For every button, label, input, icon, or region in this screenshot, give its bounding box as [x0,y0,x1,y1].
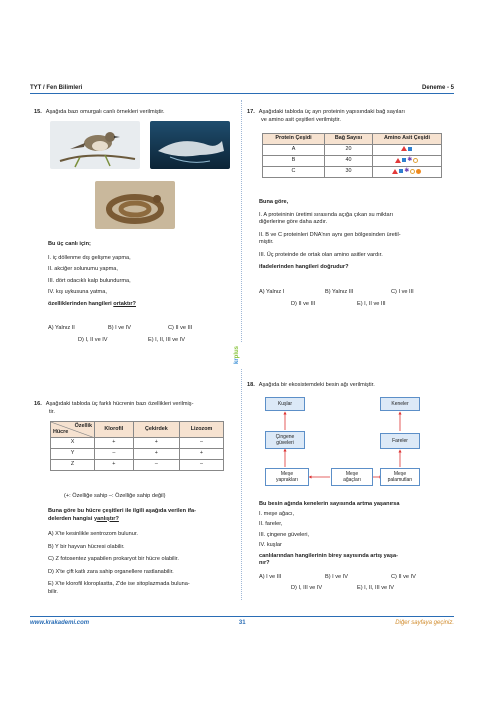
star-icon: ✱ [407,157,413,164]
list-item: II. akciğer solunumu yapma, [48,266,118,273]
list-item: III. çingene güveleri, [259,531,310,538]
option-b[interactable]: B) I ve IV [325,573,349,580]
question-prompt: ifadelerinden hangileri doğrudur? [259,264,349,271]
question-17 [247,109,452,124]
col-header: Amino Asit Çeşidi [373,134,442,145]
table-row: Y – + + [51,449,224,460]
square-icon [399,169,404,174]
square-icon [402,158,407,163]
item-list [259,511,451,550]
square-icon [408,147,413,152]
question-number: 17. [247,109,255,115]
question-stem-cont: tir. [49,408,55,415]
option-e[interactable]: E) I, II, III ve IV [148,336,185,343]
col-header: Klorofil [95,422,134,438]
list-item: I. A proteininin üretimi sırasında açığa çıkan su miktarı [259,211,394,218]
corner-header: Özellik Hücre [51,422,95,438]
question-number: 18. [247,382,255,388]
exam-title: Deneme - 5 [421,84,454,91]
option-d[interactable]: D) I, III ve IV [291,585,323,592]
subject-title: TYT / Fen Bilimleri [30,84,83,91]
option-a[interactable]: A) Yalnız I [259,289,285,295]
triangle-icon [395,158,401,163]
circle-icon [413,158,418,163]
question-17-options [259,289,451,308]
option-a[interactable]: A) Yalnız II [48,325,75,331]
option-e[interactable]: E) X'te klorofil kloroplastta, Z'de ise sitoplazmada buluna- [48,581,190,588]
question-lead: Bu besin ağında kenelerin sayısında artma yaşanırsa [259,501,400,507]
node-cingene-guveleri: Çingene güveleri [265,431,305,449]
option-d[interactable]: D) I, II ve IV [78,336,108,343]
krplus-logo: krplus [233,342,247,368]
option-e[interactable]: E) I, II ve III [357,300,386,307]
node-keneler: Keneler [380,397,420,411]
question-lead: Bu üç canlı için; [48,241,91,247]
list-item: IV. kuşlar [259,542,282,549]
protein-table [262,133,442,178]
page-footer [30,616,454,630]
option-d[interactable]: D) X'te çift katlı zara sahip organellere rastlanabilir. [48,568,174,575]
question-17-body [259,199,451,272]
col-header: Lizozom [180,422,224,438]
question-stem-cont: ve amino asit çeşitleri verilmiştir. [261,116,341,123]
list-item: IV. kış uykusuna yatma, [48,289,107,296]
question-lead: Buna göre, [259,199,289,205]
question-18 [247,382,375,390]
node-kuslar: Kuşlar [265,397,305,411]
question-stem: Aşağıda bir ekosistemdeki besin ağı verilmiştir. [258,382,375,388]
amino-acid-shapes [373,167,442,178]
option-b[interactable]: B) I ve IV [108,325,132,331]
whale-image [150,121,230,169]
option-d[interactable]: D) II ve III [291,300,316,307]
option-c[interactable]: C) II ve IV [391,573,416,580]
node-mese-agaclari: Meşe ağaçları [331,468,373,486]
node-mese-palamutlari: Meşe palamutları [380,468,420,486]
question-prompt-cont: delerden hangisi yanlıştır? [48,515,119,522]
question-16-body [48,508,238,596]
triangle-icon [401,146,407,151]
table-row: C 30 ✱ [263,167,442,178]
options [48,531,238,596]
list-item: miştir. [259,239,274,246]
option-e-cont: bilir. [48,588,58,595]
website-link[interactable]: www.krakademi.com [30,620,90,627]
question-stem: Aşağıdaki tabloda üç ayrı proteinin yapısındaki bağ sayıları [258,109,405,115]
question-prompt: özelliklerinden hangileri ortaktır? [48,300,136,307]
amino-acid-shapes [373,145,442,156]
table-row: X + + – [51,438,224,449]
item-list [259,212,451,260]
option-c[interactable]: C) Z fotosentez yapabilen prokaryot bir hücre olabilir. [48,556,179,563]
table-row: Z + – – [51,460,224,471]
snake-image [95,181,175,229]
question-stem: Aşağıda bazı omurgalı canlı örnekleri verilmiştir. [45,109,165,115]
option-a[interactable]: A) X'te kesinlikle sentrozom bulunur. [48,531,138,538]
node-mese-yapraklari: Meşe yaprakları [265,468,309,486]
cell-features-table [50,421,224,471]
list-item: I. meşe ağacı, [259,510,295,517]
col-header: Çekirdek [133,422,179,438]
table-legend: (+: Özelliğe sahip –: Özelliğe sahip değil) [64,493,166,499]
dot-icon [416,169,421,174]
next-page-note: Diğer sayfaya geçiniz. [395,620,454,627]
list-item: diğerlerine göre daha azdır. [259,219,328,226]
question-prompt: canlılarından hangilerinin birey sayısında artış yaşa- [259,552,398,559]
table-row: B 40 ✱ [263,156,442,167]
list-item: II. fareler, [259,521,283,528]
triangle-icon [392,169,398,174]
option-e[interactable]: E) I, II, III ve IV [357,585,394,592]
list-item: I. iç döllenme dış gelişme yapma, [48,254,131,261]
table-row: A 20 [263,145,442,156]
col-header: Bağ Sayısı [325,134,373,145]
question-number: 16. [34,401,42,407]
question-prompt-cont: nır? [259,560,270,567]
page-header [30,82,454,94]
question-18-body [259,501,451,593]
question-15-options [48,325,233,344]
option-a[interactable]: A) I ve III [259,573,282,580]
list-item: III. Üç proteinde de ortak olan amino asitler vardır. [259,251,383,258]
item-list [48,255,233,297]
bird-image [50,121,140,169]
node-fareler: Fareler [380,433,420,449]
question-16 [34,401,234,416]
option-b[interactable]: B) Yalnız III [325,289,354,295]
star-icon: ✱ [404,168,410,175]
question-stem: Aşağıdaki tabloda üç farklı hücrenin bazı özellikleri verilmiş- [45,401,194,407]
question-number: 15. [34,109,42,115]
option-c[interactable]: C) II ve III [168,325,193,331]
list-item: III. dört odacıklı kalp bulundurma, [48,277,131,284]
question-18-options [259,574,451,593]
page-number: 31 [238,620,246,627]
col-header: Protein Çeşidi [263,134,325,145]
circle-icon [410,169,415,174]
list-item: II. B ve C proteinleri DNA'nın aynı gen bölgesinden üretil- [259,231,401,238]
question-prompt: Buna göre bu hücre çeşitleri ile ilgili aşağıda verilen ifa- [48,508,196,514]
option-c[interactable]: C) I ve III [391,289,414,295]
question-15 [34,109,234,117]
option-b[interactable]: B) Y bir hayvan hücresi olabilir. [48,543,125,550]
amino-acid-shapes [373,156,442,167]
food-web-diagram [262,395,422,495]
question-15-body [48,241,233,308]
